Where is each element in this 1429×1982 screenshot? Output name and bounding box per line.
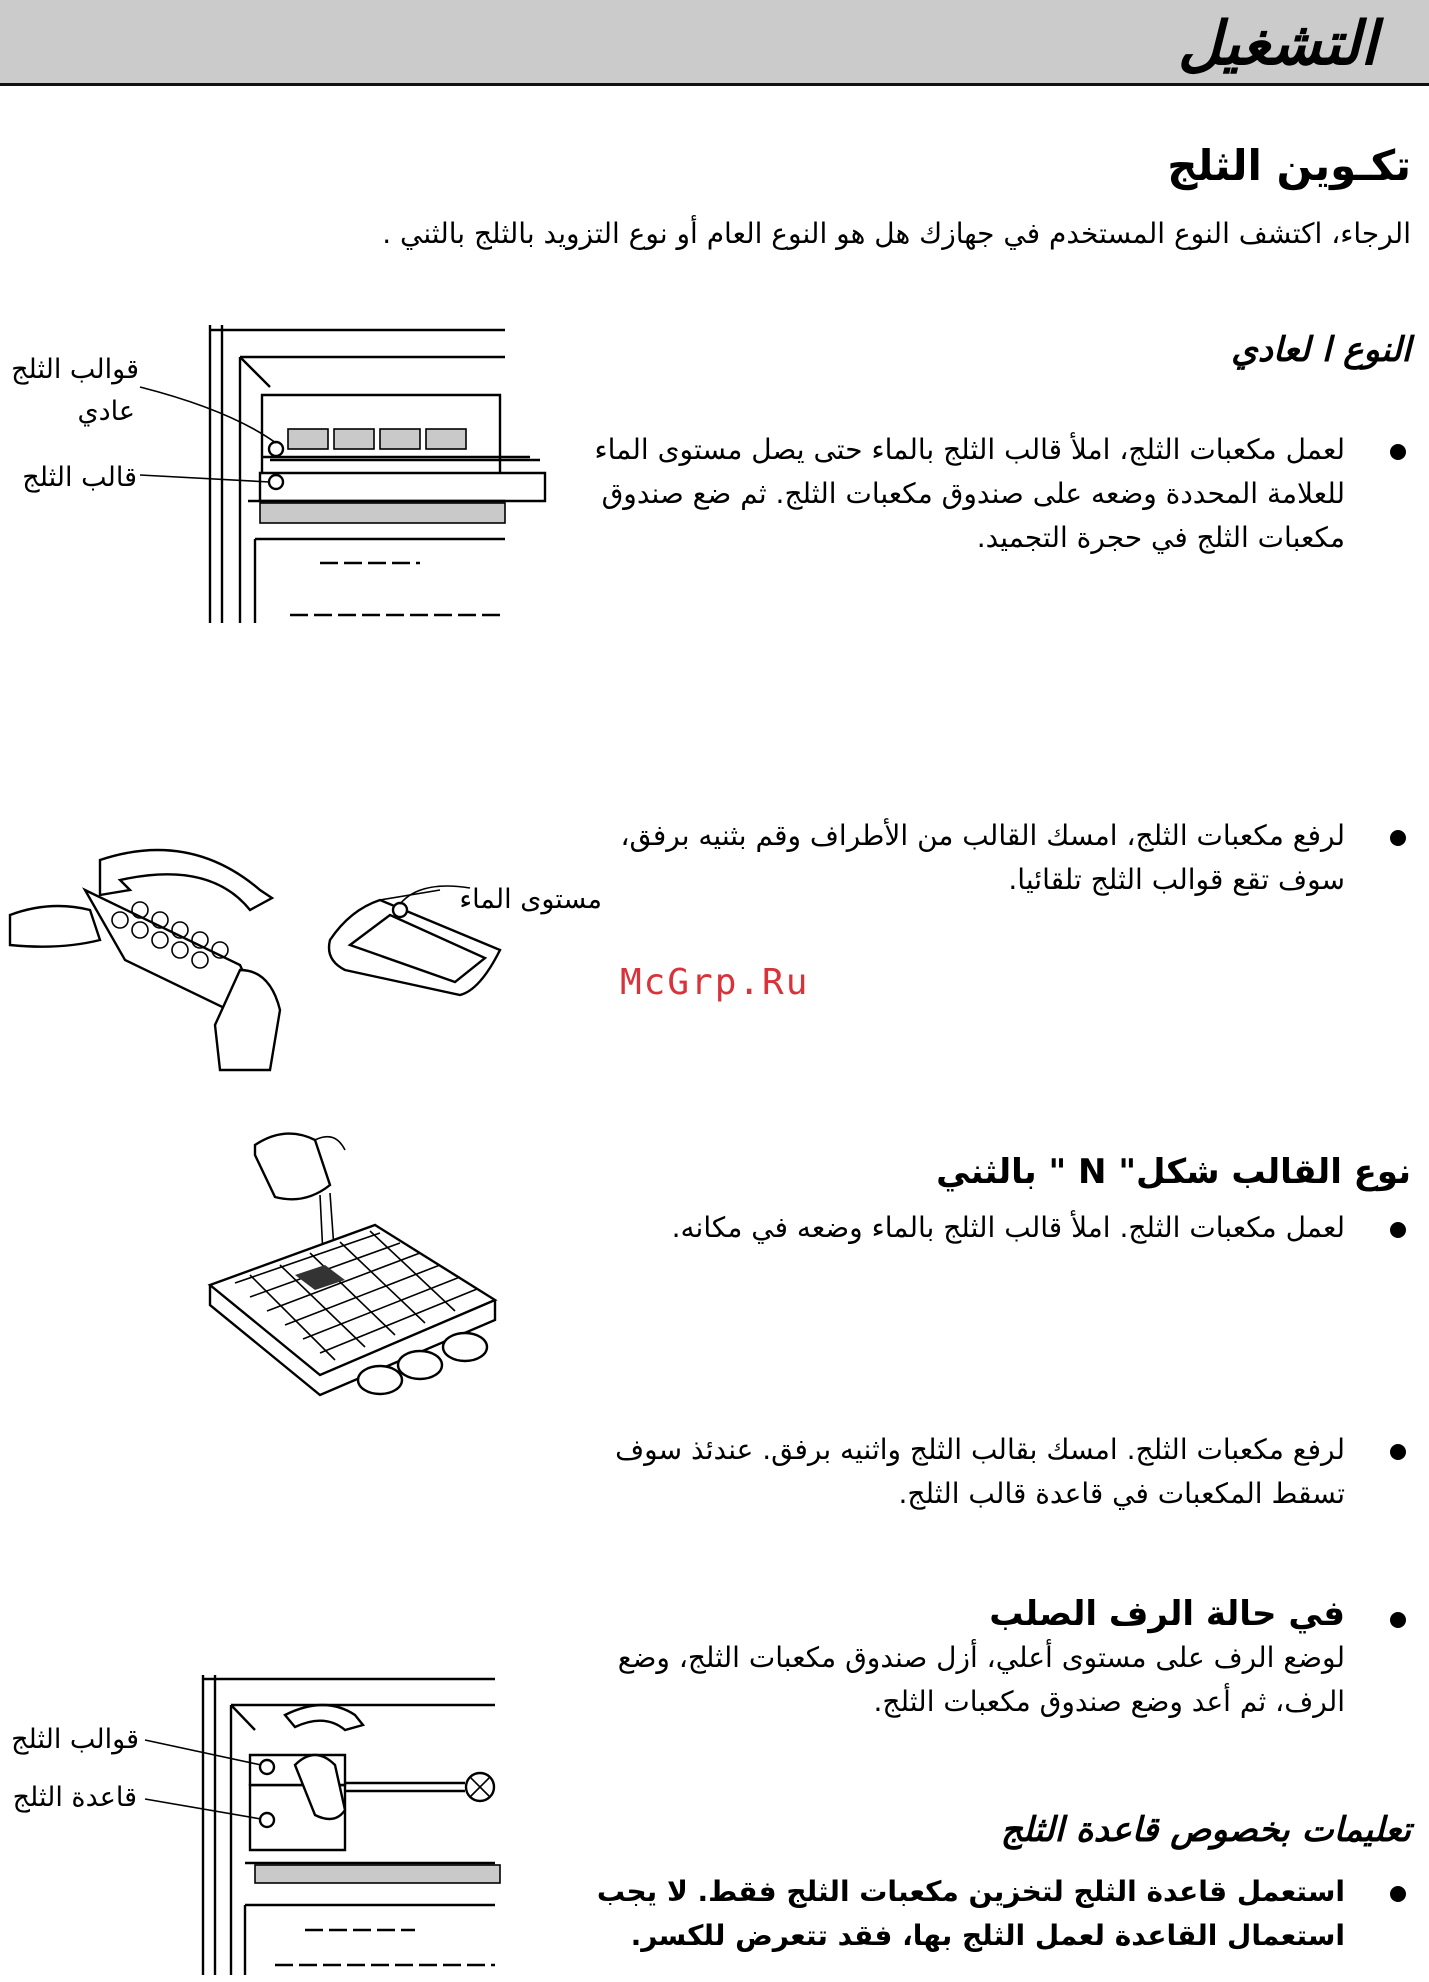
- bullet-dot: [1390, 830, 1406, 846]
- n-tray-filling-illustration: [205, 1125, 505, 1395]
- bullet-dot: [1390, 444, 1406, 460]
- ice-base-bullet-1: استعمل قاعدة الثلج لتخزين مكعبات الثلج فقط. لا يجب استعمال القاعدة لعمل الثلج بها، فقد تتعرض للكسر.: [596, 1875, 1345, 1952]
- regular-bullet-2: لرفع مكعبات الثلج، امسك القالب من الأطراف وقم بثنيه برفق، سوف تقع قوالب الثلج تلقائيا.: [620, 819, 1345, 896]
- bullet-dot: [1390, 1612, 1406, 1628]
- bullet-dot: [1390, 1886, 1406, 1902]
- label-regular: عادي: [77, 396, 135, 427]
- n-type-bullet-1: لعمل مكعبات الثلج. املأ قالب الثلج بالماء وضعه في مكانه.: [671, 1211, 1345, 1244]
- n-type-bullet-2: لرفع مكعبات الثلج. امسك بقالب الثلج واثنيه برفق. عندئذ سوف تسقط المكعبات في قاعدة قالب الثلج.: [615, 1433, 1345, 1510]
- rigid-shelf-text: لوضع الرف على مستوى أعلي، أزل صندوق مكعبات الثلج، وضع الرف، ثم أعد وضع صندوق مكعبات الثلج.: [617, 1641, 1345, 1718]
- section-title-n-type: نوع القالب شكل" N " بالثني: [936, 1152, 1411, 1192]
- section-title-rigid-shelf: في حالة الرف الصلب: [989, 1594, 1345, 1634]
- freezer-ice-base-illustration: [195, 1675, 500, 1975]
- section-title-ice-making: تكـوين الثلج: [1167, 141, 1411, 190]
- twist-tray-illustration: [10, 820, 310, 1070]
- watermark: McGrp.Ru: [620, 962, 810, 1003]
- regular-bullet-1: لعمل مكعبات الثلج، املأ قالب الثلج بالماء حتى يصل مستوى الماء للعلامة المحددة وضعه على صندوق مكعبات الثلج. ثم ضع صندوق مكعبات الثلج في حجرة التجميد.: [594, 433, 1345, 554]
- label-ice-base: قاعدة الثلج: [12, 1782, 137, 1813]
- freezer-ice-tray-illustration: [200, 325, 505, 625]
- section-title-ice-base-instructions: تعليمات بخصوص قاعدة الثلج: [1000, 1810, 1411, 1850]
- bullet-dot: [1390, 1222, 1406, 1238]
- label-water-level: مستوى الماء: [459, 884, 602, 915]
- intro-text: الرجاء، اكتشف النوع المستخدم في جهازك هل هو النوع العام أو نوع التزويد بالثلج بالثني .: [382, 217, 1411, 250]
- section-title-regular-type: النوع ا لعادي: [1231, 330, 1411, 370]
- label-ice-trays-2: قوالب الثلج: [11, 1724, 139, 1755]
- label-ice-tray: قالب الثلج: [22, 462, 137, 493]
- label-ice-trays: قوالب الثلج: [11, 354, 139, 385]
- ice-tray-grid: [288, 429, 466, 449]
- page-title: التشغيل: [1177, 9, 1377, 79]
- bullet-dot: [1390, 1444, 1406, 1460]
